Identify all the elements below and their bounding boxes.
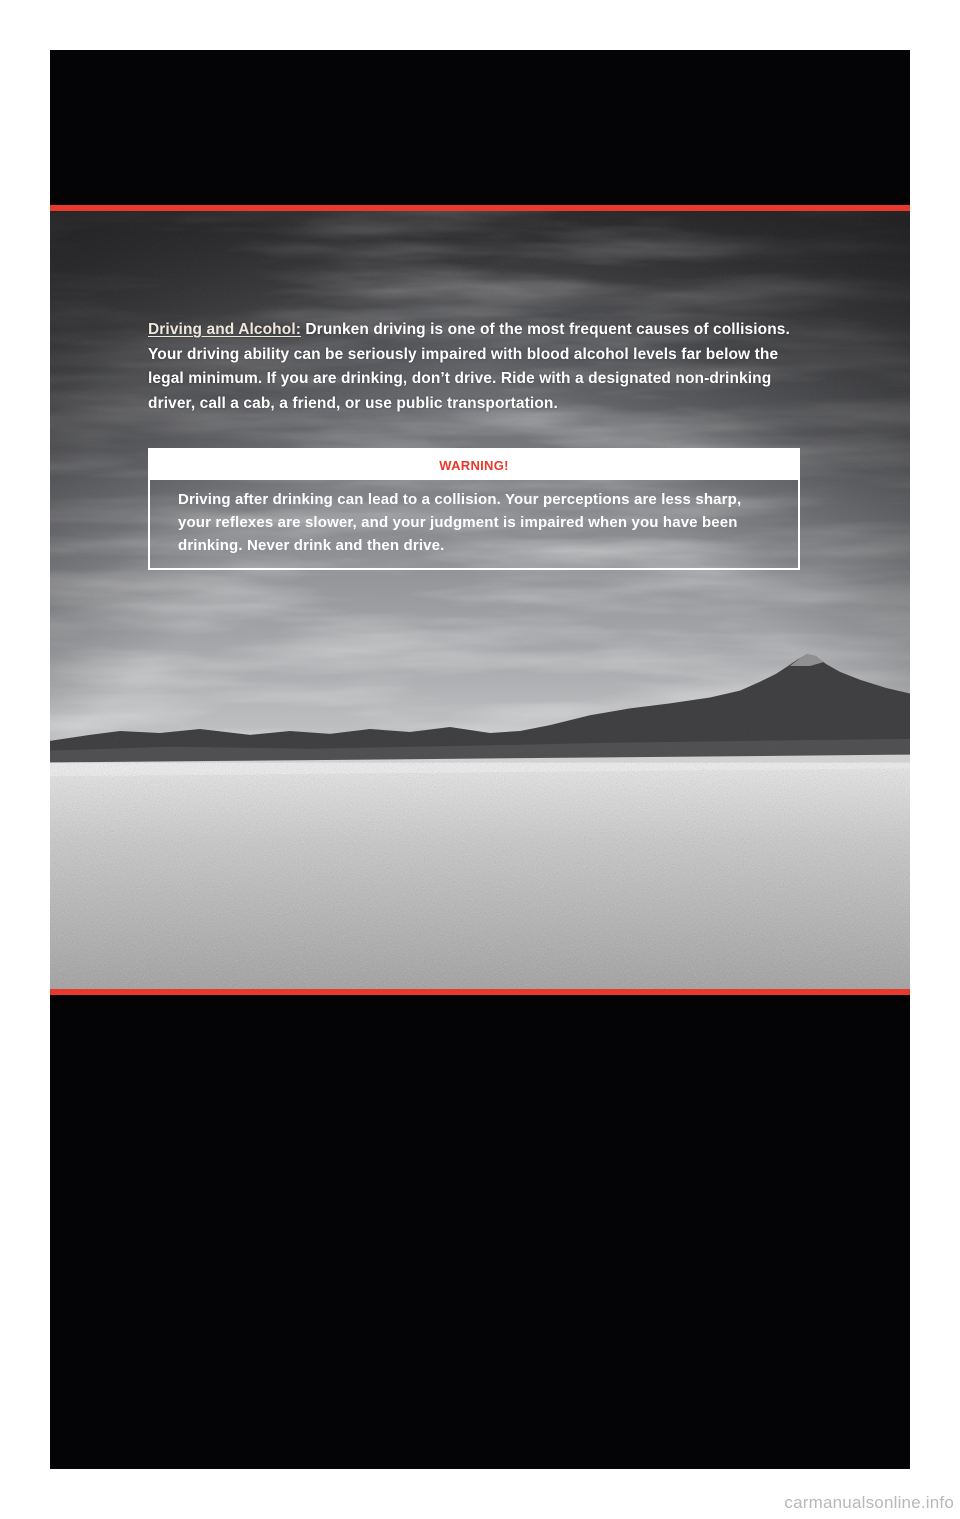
- warning-box: [148, 448, 800, 570]
- warning-title: WARNING!: [150, 450, 798, 480]
- manual-page: [50, 50, 910, 1469]
- section-lead-heading: Driving and Alcohol:: [148, 321, 301, 338]
- intro-text: Drunken driving is one of the most frequent causes of collisions. Your driving ability can be seriously impaired with blood alcohol levels far below the legal minimum. If you are drinking, don’t drive. Ride with a designated non-drinking driver, call a cab, a friend, or use public transportation.: [148, 321, 790, 412]
- driving-alcohol-paragraph: [148, 318, 808, 416]
- warning-text: Driving after drinking can lead to a collision. Your perceptions are less sharp, your reflexes are slower, and your judgment is impaired when you have been drinking. Never drink and then drive.: [178, 491, 742, 554]
- watermark-credit: carmanualsonline.info: [784, 1493, 954, 1512]
